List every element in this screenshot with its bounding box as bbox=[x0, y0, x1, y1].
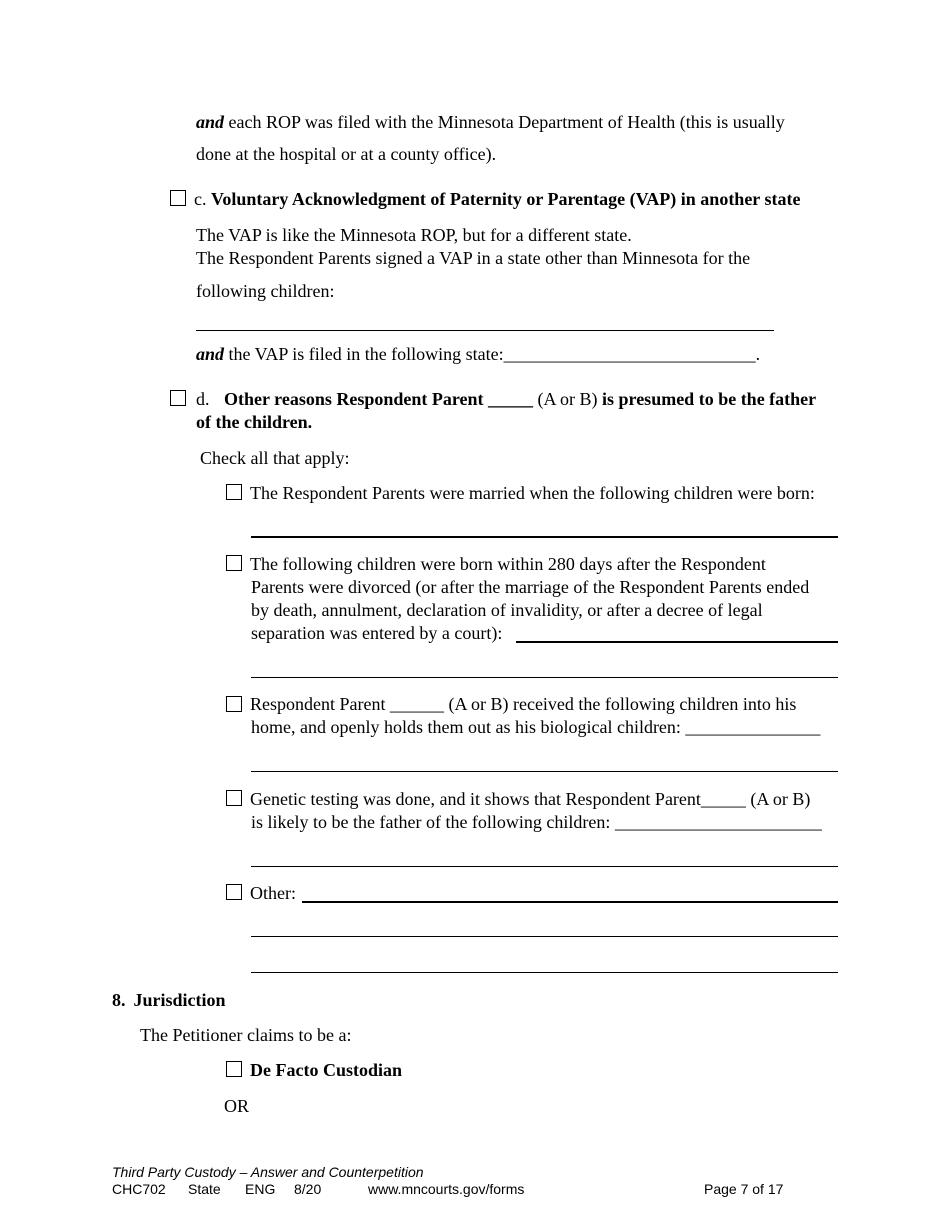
checkbox-genetic-testing[interactable] bbox=[226, 790, 242, 806]
checkbox-married[interactable] bbox=[226, 484, 242, 500]
received-text-1: Respondent Parent ______ (A or B) received the following children into his bbox=[250, 694, 797, 714]
petitioner-claims: The Petitioner claims to be a: bbox=[140, 1025, 352, 1045]
or-label: OR bbox=[224, 1096, 250, 1116]
genetic-children-blank[interactable] bbox=[251, 866, 838, 867]
section-8-heading: 8. Jurisdiction bbox=[112, 990, 226, 1010]
footer-date: 8/20 bbox=[294, 1181, 322, 1197]
divorce-children-blank[interactable] bbox=[516, 641, 838, 643]
section-c-heading: c. Voluntary Acknowledgment of Paternity or Parentage (VAP) in another state bbox=[194, 189, 801, 209]
section-d-letter: d. bbox=[196, 389, 210, 409]
footer-form-code: CHC702 bbox=[112, 1181, 166, 1197]
footer-page-number: Page 7 of 17 bbox=[704, 1181, 784, 1197]
divorce-text-1: The following children were born within 280 days after the Respondent bbox=[250, 554, 766, 574]
checkbox-vap-other-state[interactable] bbox=[170, 190, 186, 206]
checkbox-other[interactable] bbox=[226, 884, 242, 900]
genetic-text-1: Genetic testing was done, and it shows that Respondent Parent_____ (A or B) bbox=[250, 789, 811, 809]
divorce-text-3: by death, annulment, declaration of invalidity, or after a decree of legal bbox=[251, 600, 763, 620]
footer-url[interactable]: www.mncourts.gov/forms bbox=[368, 1181, 525, 1197]
footer-language: ENG bbox=[245, 1181, 276, 1197]
divorce-text-4: separation was entered by a court): bbox=[251, 623, 503, 643]
divorce-children-blank-2[interactable] bbox=[251, 677, 838, 678]
married-children-blank[interactable] bbox=[251, 536, 838, 538]
checkbox-born-after-divorce[interactable] bbox=[226, 555, 242, 571]
footer-state: State bbox=[188, 1181, 221, 1197]
section-d-heading-cont: of the children. bbox=[196, 412, 313, 432]
checkbox-received-home[interactable] bbox=[226, 696, 242, 712]
other-blank-2[interactable] bbox=[251, 936, 838, 937]
section-d-heading: Other reasons Respondent Parent _____ (A or B) is presumed to be the father bbox=[224, 389, 817, 409]
rop-filed-text: each ROP was filed with the Minnesota Department of Health (this is usually bbox=[224, 112, 785, 132]
received-children-blank[interactable] bbox=[251, 771, 838, 772]
footer-form-title: Third Party Custody – Answer and Counterpetition bbox=[112, 1164, 424, 1180]
rop-filed-line-2: done at the hospital or at a county office). bbox=[196, 144, 497, 164]
divorce-text-2: Parents were divorced (or after the marriage of the Respondent Parents ended bbox=[251, 577, 810, 597]
genetic-text-2: is likely to be the father of the following children: _______________________ bbox=[251, 812, 822, 832]
checkbox-other-reasons[interactable] bbox=[170, 390, 186, 406]
check-all-label: Check all that apply: bbox=[200, 448, 350, 468]
vap-state-line: and the VAP is filed in the following state:____________________________. bbox=[196, 344, 761, 364]
married-text: The Respondent Parents were married when the following children were born: bbox=[250, 483, 815, 503]
other-label: Other: bbox=[250, 883, 296, 903]
vap-signed-line: The Respondent Parents signed a VAP in a state other than Minnesota for the bbox=[196, 248, 751, 268]
vap-children-label: following children: bbox=[196, 281, 335, 301]
and-emphasis: and bbox=[196, 112, 225, 132]
rop-filed-line-1 bbox=[196, 111, 785, 134]
de-facto-custodian-label: De Facto Custodian bbox=[250, 1060, 402, 1080]
vap-explain-line: The VAP is like the Minnesota ROP, but for a different state. bbox=[196, 225, 632, 245]
other-blank-1[interactable] bbox=[302, 901, 838, 903]
vap-state-text: the VAP is filed in the following state:____________________________. bbox=[224, 344, 761, 364]
received-text-2: home, and openly holds them out as his biological children: _______________ bbox=[251, 717, 821, 737]
other-blank-3[interactable] bbox=[251, 972, 838, 973]
checkbox-de-facto-custodian[interactable] bbox=[226, 1061, 242, 1077]
vap-children-blank[interactable] bbox=[196, 330, 774, 331]
jurisdiction-title: Jurisdiction bbox=[133, 990, 226, 1010]
section-c-title: Voluntary Acknowledgment of Paternity or Parentage (VAP) in another state bbox=[211, 189, 801, 209]
